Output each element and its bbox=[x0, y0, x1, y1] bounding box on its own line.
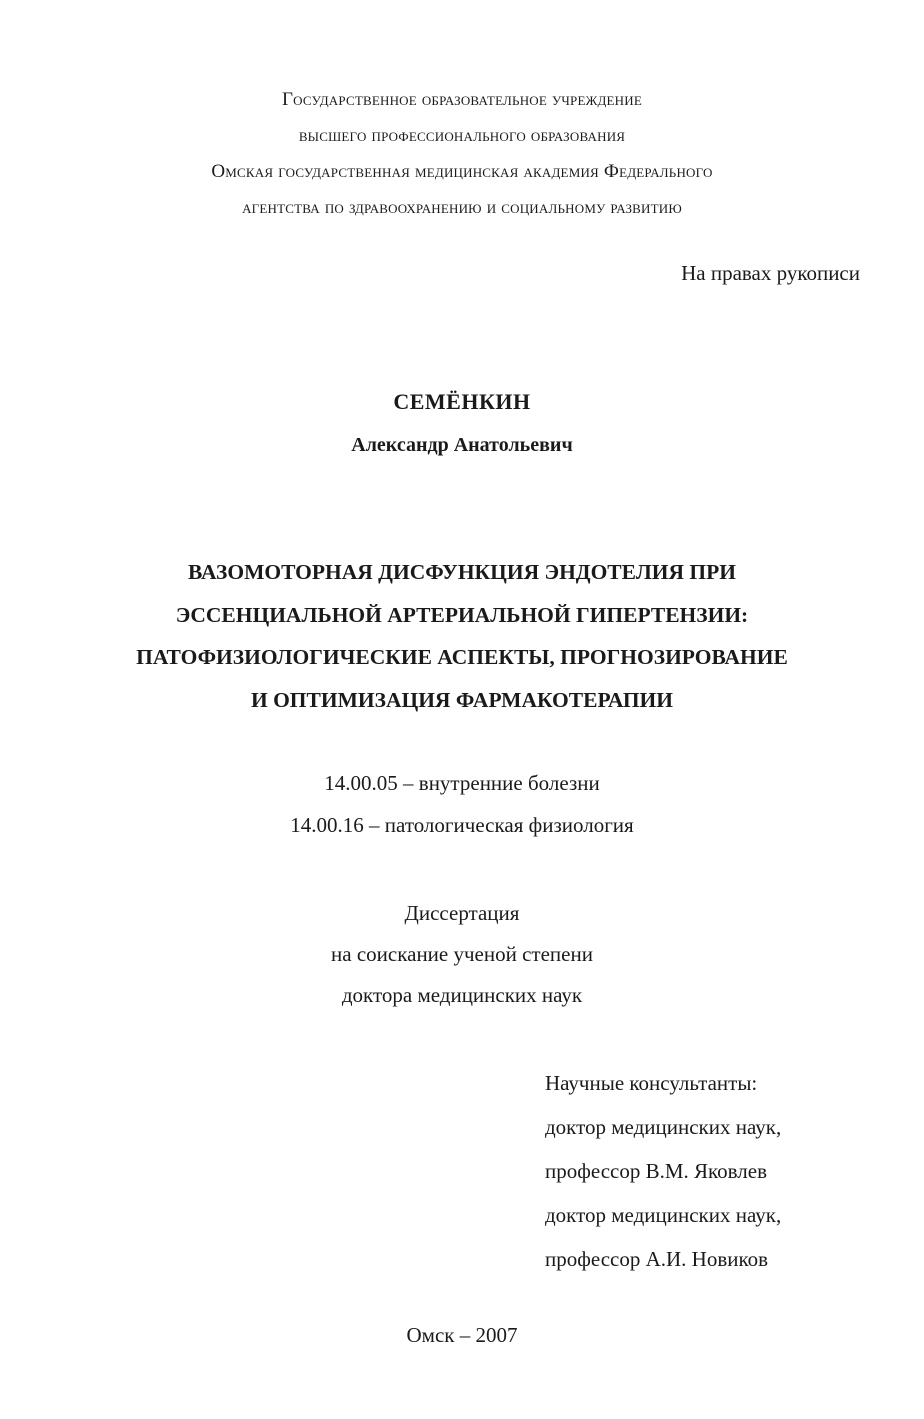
title-line: ЭССЕНЦИАЛЬНОЙ АРТЕРИАЛЬНОЙ ГИПЕРТЕНЗИИ: bbox=[175, 602, 749, 627]
title-line: ВАЗОМОТОРНАЯ ДИСФУНКЦИЯ ЭНДОТЕЛИЯ ПРИ bbox=[188, 560, 736, 584]
author-surname: СЕМЁНКИН bbox=[393, 389, 531, 414]
degree-line: Диссертация bbox=[404, 901, 520, 925]
advisor-line: профессор В.М. Яковлев bbox=[545, 1159, 768, 1183]
place-and-year: Омск – 2007 bbox=[406, 1323, 518, 1347]
title-line: ПАТОФИЗИОЛОГИЧЕСКИЕ АСПЕКТЫ, ПРОГНОЗИРОВАНИЕ bbox=[136, 645, 788, 669]
specialty-line: 14.00.16 – патологическая физиология bbox=[290, 813, 634, 837]
title-line: И ОПТИМИЗАЦИЯ ФАРМАКОТЕРАПИИ bbox=[250, 687, 674, 712]
advisor-line: доктор медицинских наук, bbox=[545, 1115, 782, 1139]
degree-line: доктора медицинских наук bbox=[341, 983, 583, 1007]
advisor-line: доктор медицинских наук, bbox=[545, 1203, 782, 1227]
degree-line: на соискание ученой степени bbox=[331, 942, 593, 966]
institution-header bbox=[0, 82, 924, 226]
dissertation-title bbox=[0, 551, 924, 721]
institution-line: Омская государственная медицинская академия Федерального bbox=[211, 161, 713, 182]
advisor-line: Научные консультанты: bbox=[545, 1071, 758, 1095]
author-given-names: Александр Анатольевич bbox=[351, 434, 573, 456]
specialty-codes bbox=[0, 762, 924, 846]
scientific-advisors bbox=[545, 1061, 781, 1281]
institution-line: агентства по здравоохранению и социальному развитию bbox=[242, 197, 682, 218]
manuscript-note: На правах рукописи bbox=[681, 261, 860, 285]
specialty-line: 14.00.05 – внутренние болезни bbox=[324, 771, 600, 795]
degree-statement bbox=[0, 893, 924, 1016]
advisor-line: профессор А.И. Новиков bbox=[545, 1247, 769, 1271]
institution-line: Государственное образовательное учреждение bbox=[282, 89, 642, 110]
institution-line: высшего профессионального образования bbox=[298, 125, 626, 146]
